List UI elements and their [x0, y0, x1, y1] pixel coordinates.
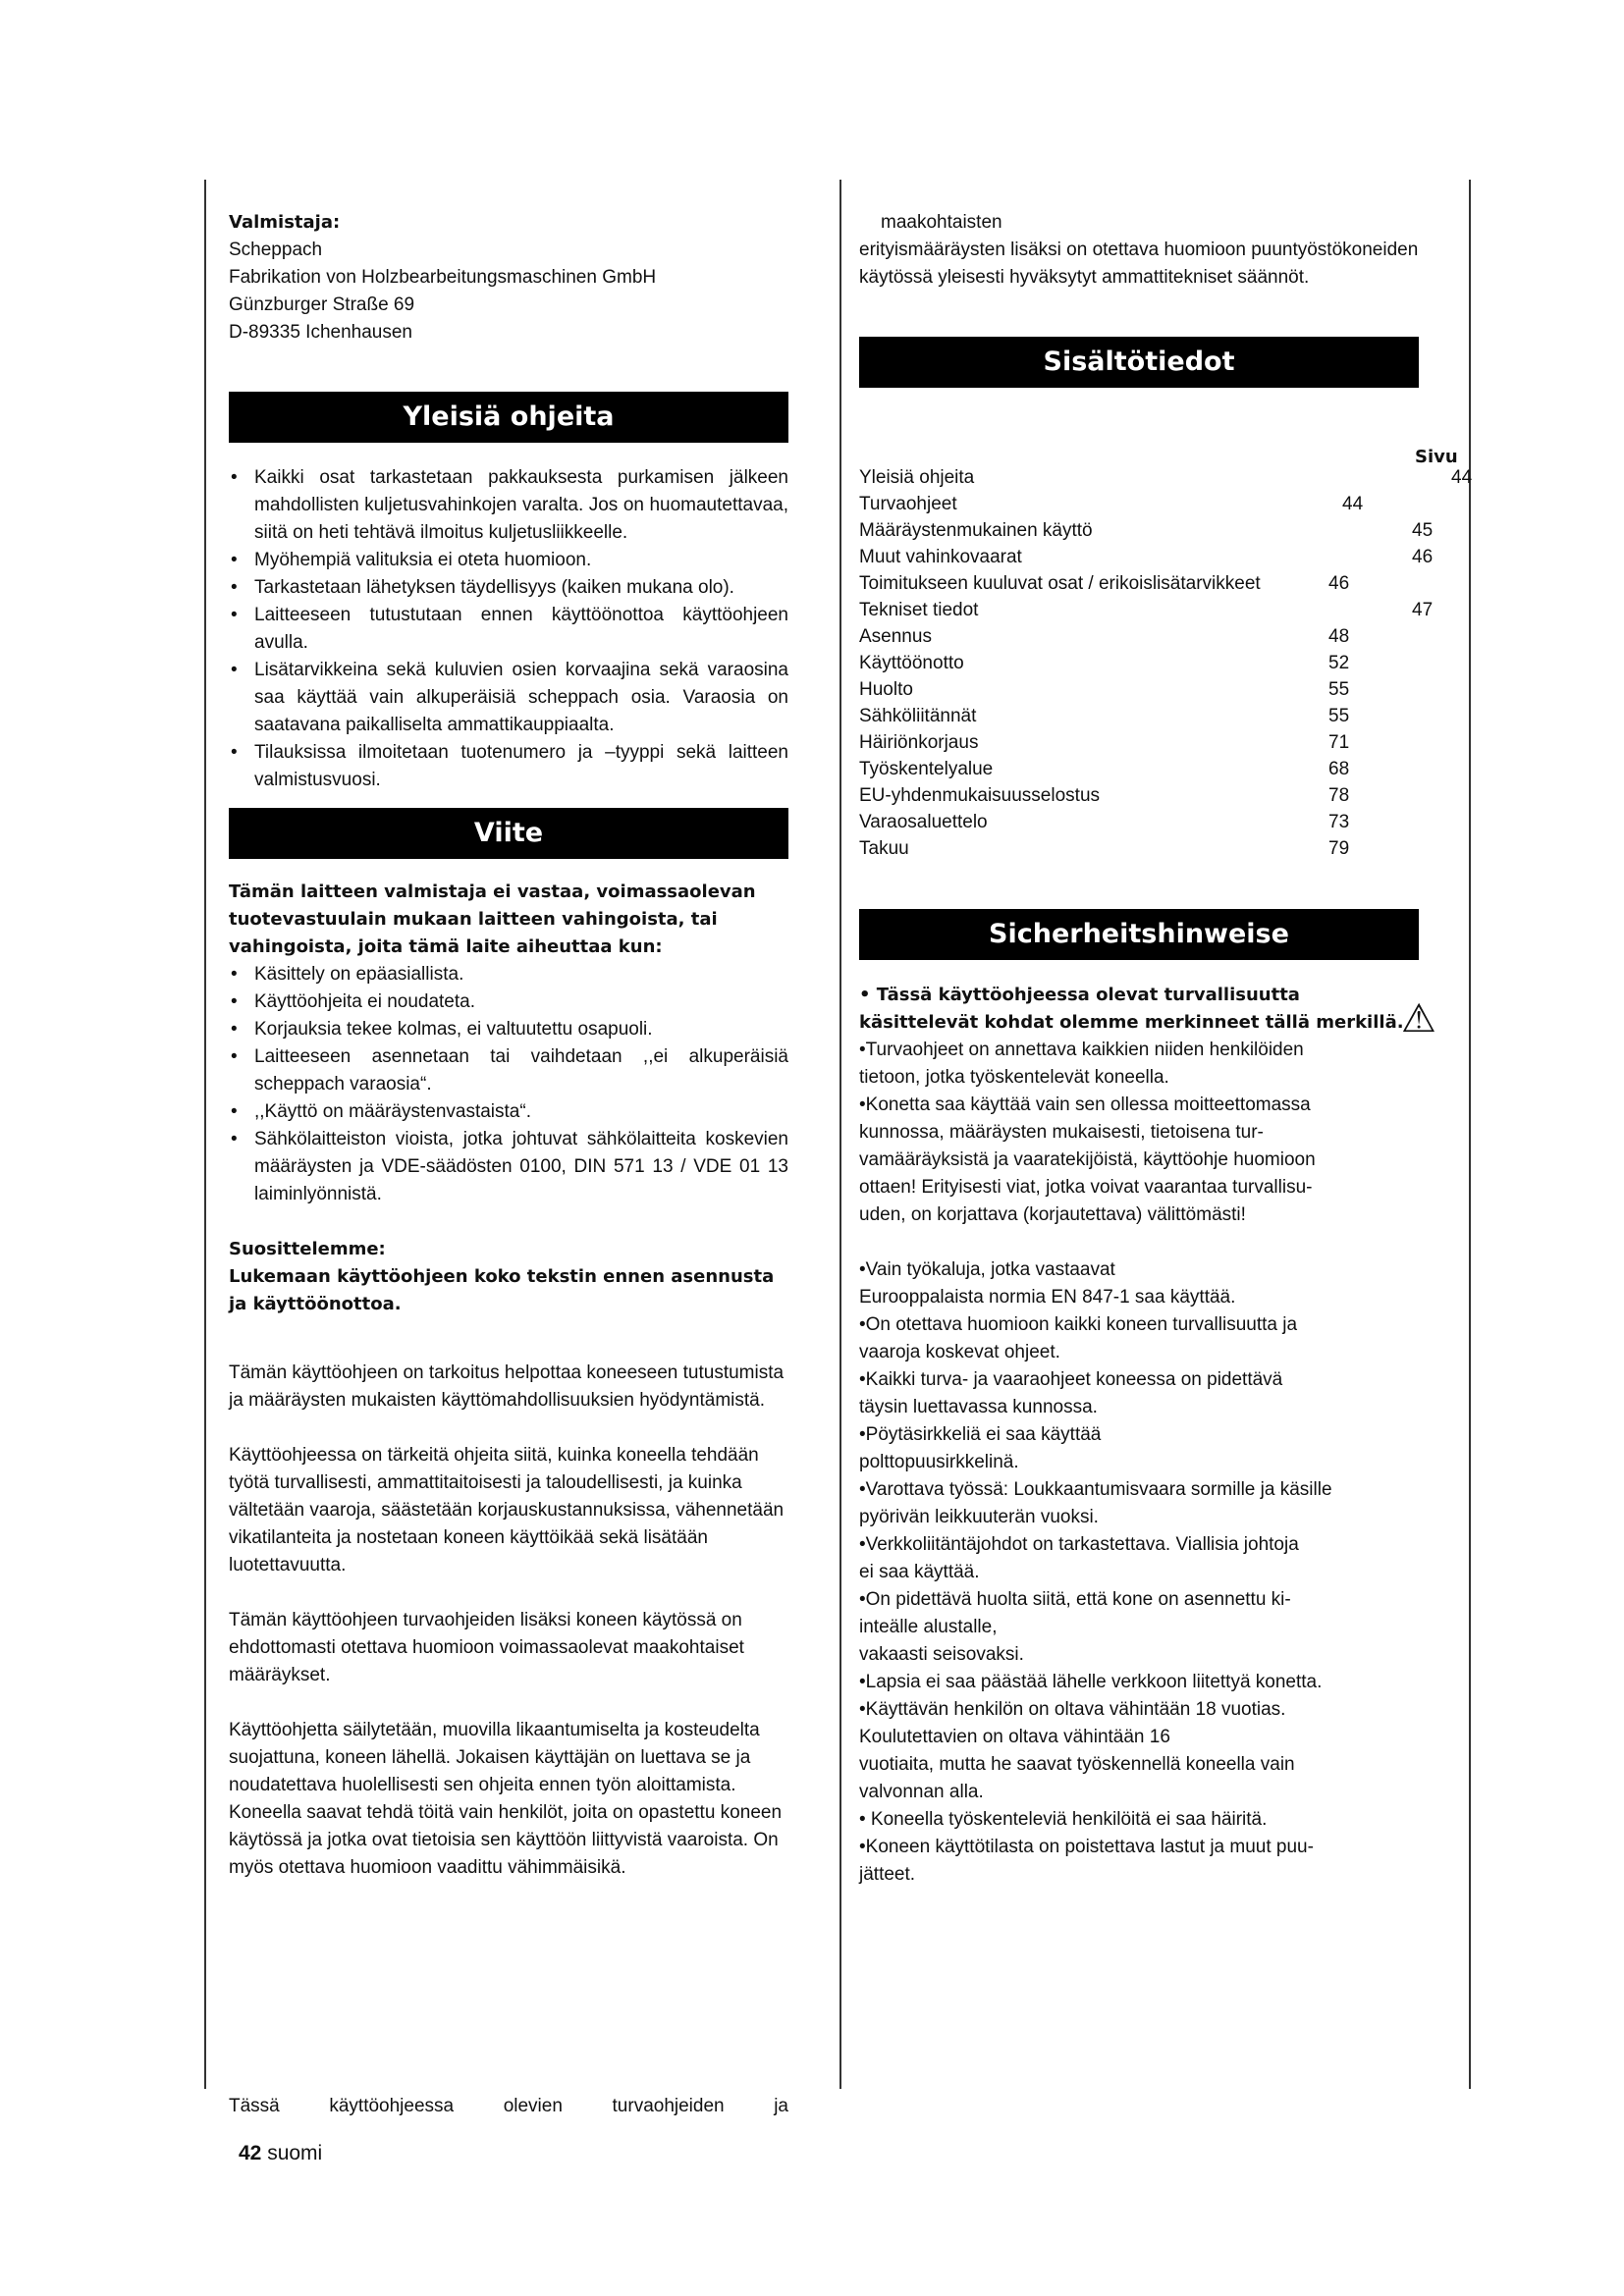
list-item: • Korjauksia tekee kolmas, ei valtuutettu osapuoli. [229, 1016, 788, 1043]
warning-triangle-icon: ⚠ [1401, 996, 1436, 1041]
toc-page: 68 [1328, 759, 1350, 779]
toc-label: EU-yhdenmukaisuusselostus [859, 785, 1101, 806]
toc-page: 45 [1412, 520, 1434, 541]
safety-line: inteälle alustalle, [859, 1617, 998, 1637]
toc-row [859, 756, 1468, 782]
toc-label: Häiriönkorjaus [859, 732, 979, 753]
safety-line: Koulutettavien on oltava vähintään 16 [859, 1727, 1170, 1747]
left-column [229, 209, 788, 1882]
toc-label: Yleisiä ohjeita [859, 467, 975, 488]
toc-page: 73 [1328, 812, 1350, 832]
toc-row [859, 703, 1468, 729]
toc-row [859, 570, 1468, 597]
safety-line: uden, on korjattava (korjautettava) välittömästi! [859, 1204, 1246, 1225]
toc-label: Työskentelyalue [859, 759, 994, 779]
note-intro: Tämän laitteen valmistaja ei vastaa, voimassaolevan tuotevastuulain mukaan laitteen vahingoista, tai vahingoista, joita tämä laite aiheuttaa kun: [229, 881, 756, 957]
safety-line: jätteet. [859, 1864, 916, 1885]
list-item: • Sähkölaitteiston vioista, jotka johtuvat sähkölaitteita koskevien määräysten ja VDE-säädösten 0100, DIN 571 13 / VDE 01 13 laiminlyönnistä. [229, 1126, 788, 1208]
safety-line: ottaen! Erityisesti viat, jotka voivat vaarantaa turvallisu- [859, 1177, 1313, 1198]
manufacturer-line: D-89335 Ichenhausen [229, 322, 412, 343]
list-item: • ,,Käyttö on määräystenvastaista“. [229, 1098, 788, 1126]
safety-line: •On otettava huomioon kaikki koneen turvallisuutta ja [859, 1314, 1298, 1335]
toc-row [859, 464, 1473, 491]
general-list [229, 464, 788, 794]
continuation-line: maakohtaisten [881, 212, 1002, 233]
toc-page: 71 [1328, 732, 1350, 753]
toc-label: Takuu [859, 838, 909, 859]
safety-line: valvonnan alla. [859, 1782, 984, 1802]
manufacturer-label: Valmistaja: [229, 212, 341, 233]
left-column-rule [204, 180, 206, 2089]
toc-page: 48 [1328, 626, 1350, 647]
safety-section [859, 909, 1436, 1889]
intro-paragraph: Käyttöohjetta säilytetään, muovilla likaantumiselta ja kosteudelta suojattuna, koneen lähellä. Jokaisen käyttäjän on luettava se ja noudatettava huolellisesti sen ohjeita ennen työn aloittamista. Koneella saavat tehdä töitä vain henkilöt, joita on opastettu koneen käytössä ja jotka ovat tietoisia sen käyttöön liittyvistä vaaroista. On myös otettava huomioon vaadittu vähimmäisikä. [229, 1720, 783, 1878]
page-footer [239, 2140, 322, 2167]
safety-line: •Turvaohjeet on annettava kaikkien niiden henkilöiden [859, 1040, 1304, 1060]
toc-label: Huolto [859, 679, 913, 700]
page-number: 42 [239, 2142, 262, 2164]
list-item: • Tarkastetaan lähetyksen täydellisyys (kaiken mukana olo). [229, 574, 788, 602]
toc-page: 44 [1342, 494, 1364, 514]
toc-section-title: Sisältötiedot [859, 337, 1419, 388]
right-column [859, 209, 1419, 388]
recommend-text: Lukemaan käyttöohjeen koko tekstin ennen asennusta ja käyttöönottoa. [229, 1266, 775, 1314]
safety-line: •Kaikki turva- ja vaaraohjeet koneessa on pidettävä [859, 1369, 1283, 1390]
safety-line: •Käyttävän henkilön on oltava vähintään 18 vuotias. [859, 1699, 1286, 1720]
toc-row [859, 597, 1468, 623]
toc-label: Käyttöönotto [859, 653, 964, 673]
safety-block-2 [859, 1256, 1419, 1889]
toc-row [859, 517, 1468, 544]
toc-page: 78 [1328, 785, 1350, 806]
toc-row [859, 835, 1468, 862]
safety-line: kunnossa, määräysten mukaisesti, tietoisena tur- [859, 1122, 1264, 1143]
list-item: • Laitteeseen asennetaan tai vaihdetaan ,,ei alkuperäisiä scheppach varaosia“. [229, 1043, 788, 1098]
safety-line: Eurooppalaista normia EN 847-1 saa käyttää. [859, 1287, 1236, 1308]
safety-line: vakaasti seisovaksi. [859, 1644, 1024, 1665]
safety-line: •Konetta saa käyttää vain sen ollessa moitteettomassa [859, 1095, 1311, 1115]
list-item: • Tilauksissa ilmoitetaan tuotenumero ja –tyyppi sekä laitteen valmistusvuosi. [229, 739, 788, 794]
list-item: • Käyttöohjeita ei noudateta. [229, 988, 788, 1016]
footer-language: suomi [267, 2142, 323, 2164]
safety-intro [859, 982, 1436, 1041]
safety-line: ei saa käyttää. [859, 1562, 980, 1582]
list-item: • Käsittely on epäasiallista. [229, 961, 788, 988]
toc-page: 55 [1328, 679, 1350, 700]
safety-line: •Pöytäsirkkeliä ei saa käyttää [859, 1424, 1102, 1445]
manufacturer-block [229, 209, 788, 347]
toc-row [859, 491, 1468, 517]
toc-label: Turvaohjeet [859, 494, 957, 514]
safety-line: •Lapsia ei saa päästää lähelle verkkoon liitettyä konetta. [859, 1672, 1323, 1692]
safety-line: vaaroja koskevat ohjeet. [859, 1342, 1060, 1362]
safety-line: •Koneen käyttötilasta on poistettava lastut ja muut puu- [859, 1837, 1314, 1857]
toc-page: 55 [1328, 706, 1350, 726]
toc-label: Muut vahinkovaarat [859, 547, 1022, 567]
toc-label: Sähköliitännät [859, 706, 977, 726]
toc-row [859, 623, 1468, 650]
safety-line: tietoon, jotka työskentelevät koneella. [859, 1067, 1169, 1088]
toc-page: 46 [1412, 547, 1434, 567]
intro-paragraph: Käyttöohjeessa on tärkeitä ohjeita siitä, kuinka koneella tehdään työtä turvallisesti, ammattitaitoisesti ja taloudellisesti, ja kuinka vältetään vaaroja, säästetään korjauskustannuksissa, vähennetään vikatilanteita ja nostetaan koneen käyttöikää sekä lisätään luotettavuutta. [229, 1445, 785, 1575]
safety-line: polttopuusirkkelinä. [859, 1452, 1019, 1472]
toc-page: 79 [1328, 838, 1350, 859]
toc-row [859, 729, 1468, 756]
note-list [229, 961, 788, 1208]
toc-page: 52 [1328, 653, 1350, 673]
toc-page: 44 [1451, 467, 1473, 488]
list-item: • Laitteeseen tutustutaan ennen käyttöönottoa käyttöohjeen avulla. [229, 602, 788, 657]
toc-row [859, 782, 1468, 809]
toc-page-header: Sivu [1415, 447, 1458, 467]
safety-line: vuotiaita, mutta he saavat työskennellä koneella vain [859, 1754, 1295, 1775]
safety-line: •Varottava työssä: Loukkaantumisvaara sormille ja käsille [859, 1479, 1332, 1500]
recommend-label: Suosittelemme: [229, 1239, 386, 1259]
list-item: • Kaikki osat tarkastetaan pakkauksesta purkamisen jälkeen mahdollisten kuljetusvahinkojen varalta. Jos on huomautettavaa, siitä on heti tehtävä ilmoitus kuljetusliikkeelle. [229, 464, 788, 547]
safety-line: •On pidettävä huolta siitä, että kone on asennettu ki- [859, 1589, 1291, 1610]
toc-row [859, 650, 1468, 676]
safety-line: pyörivän leikkuuterän vuoksi. [859, 1507, 1099, 1527]
toc-page: 46 [1328, 573, 1350, 594]
safety-section-title: Sicherheitshinweise [859, 909, 1419, 960]
manufacturer-line: Scheppach [229, 240, 323, 260]
safety-intro-line: käsittelevät kohdat olemme merkinneet tällä merkillä. [859, 1012, 1404, 1033]
continuation-paragraph: erityismääräysten lisäksi on otettava huomioon puuntyöstökoneiden käytössä yleisesti hyväksytyt ammattitekniset säännöt. [859, 240, 1419, 288]
intro-paragraph: Tämän käyttöohjeen on tarkoitus helpottaa koneeseen tutustumista ja määräysten mukaisten käyttömahdollisuuksien hyödyntämistä. [229, 1362, 785, 1411]
safety-line: vamääräyksistä ja vaaratekijöistä, käyttöohje huomioon [859, 1149, 1316, 1170]
general-section-title: Yleisiä ohjeita [229, 392, 788, 443]
toc-label: Määräystenmukainen käyttö [859, 520, 1093, 541]
toc [859, 464, 1473, 862]
safety-line: • Koneella työskenteleviä henkilöitä ei saa häiritä. [859, 1809, 1268, 1830]
safety-line: •Vain työkaluja, jotka vastaavat [859, 1259, 1115, 1280]
safety-block-1 [859, 1037, 1419, 1229]
safety-line: täysin luettavassa kunnossa. [859, 1397, 1098, 1417]
toc-label: Asennus [859, 626, 932, 647]
manufacturer-line: Günzburger Straße 69 [229, 294, 415, 315]
list-item: • Lisätarvikkeina sekä kuluvien osien korvaajina sekä varaosina saa käyttää vain alkuperäisiä scheppach osia. Varaosia on saatavana paikalliselta ammattikauppiaalta. [229, 657, 788, 739]
manufacturer-line: Fabrikation von Holzbearbeitungsmaschinen GmbH [229, 267, 657, 288]
toc-row [859, 809, 1468, 835]
toc-row [859, 676, 1468, 703]
intro-paragraph: Tämän käyttöohjeen turvaohjeiden lisäksi koneen käytössä on ehdottomasti otettava huomioon voimassaolevat maakohtaiset määräykset. [229, 1610, 744, 1685]
toc-page: 47 [1412, 600, 1434, 620]
list-item: • Myöhempiä valituksia ei oteta huomioon. [229, 547, 788, 574]
toc-label: Toimitukseen kuuluvat osat / erikoislisätarvikkeet [859, 573, 1261, 594]
toc-row [859, 544, 1468, 570]
safety-line: •Verkkoliitäntäjohdot on tarkastettava. Viallisia johtoja [859, 1534, 1299, 1555]
middle-column-rule [839, 180, 841, 2089]
note-section-title: Viite [229, 808, 788, 859]
safety-intro-line: • Tässä käyttöohjeessa olevat turvallisuutta [859, 985, 1300, 1005]
left-last-line: Tässä käyttöohjeessa olevien turvaohjeiden ja [229, 2096, 788, 2116]
toc-label: Varaosaluettelo [859, 812, 988, 832]
toc-label: Tekniset tiedot [859, 600, 979, 620]
